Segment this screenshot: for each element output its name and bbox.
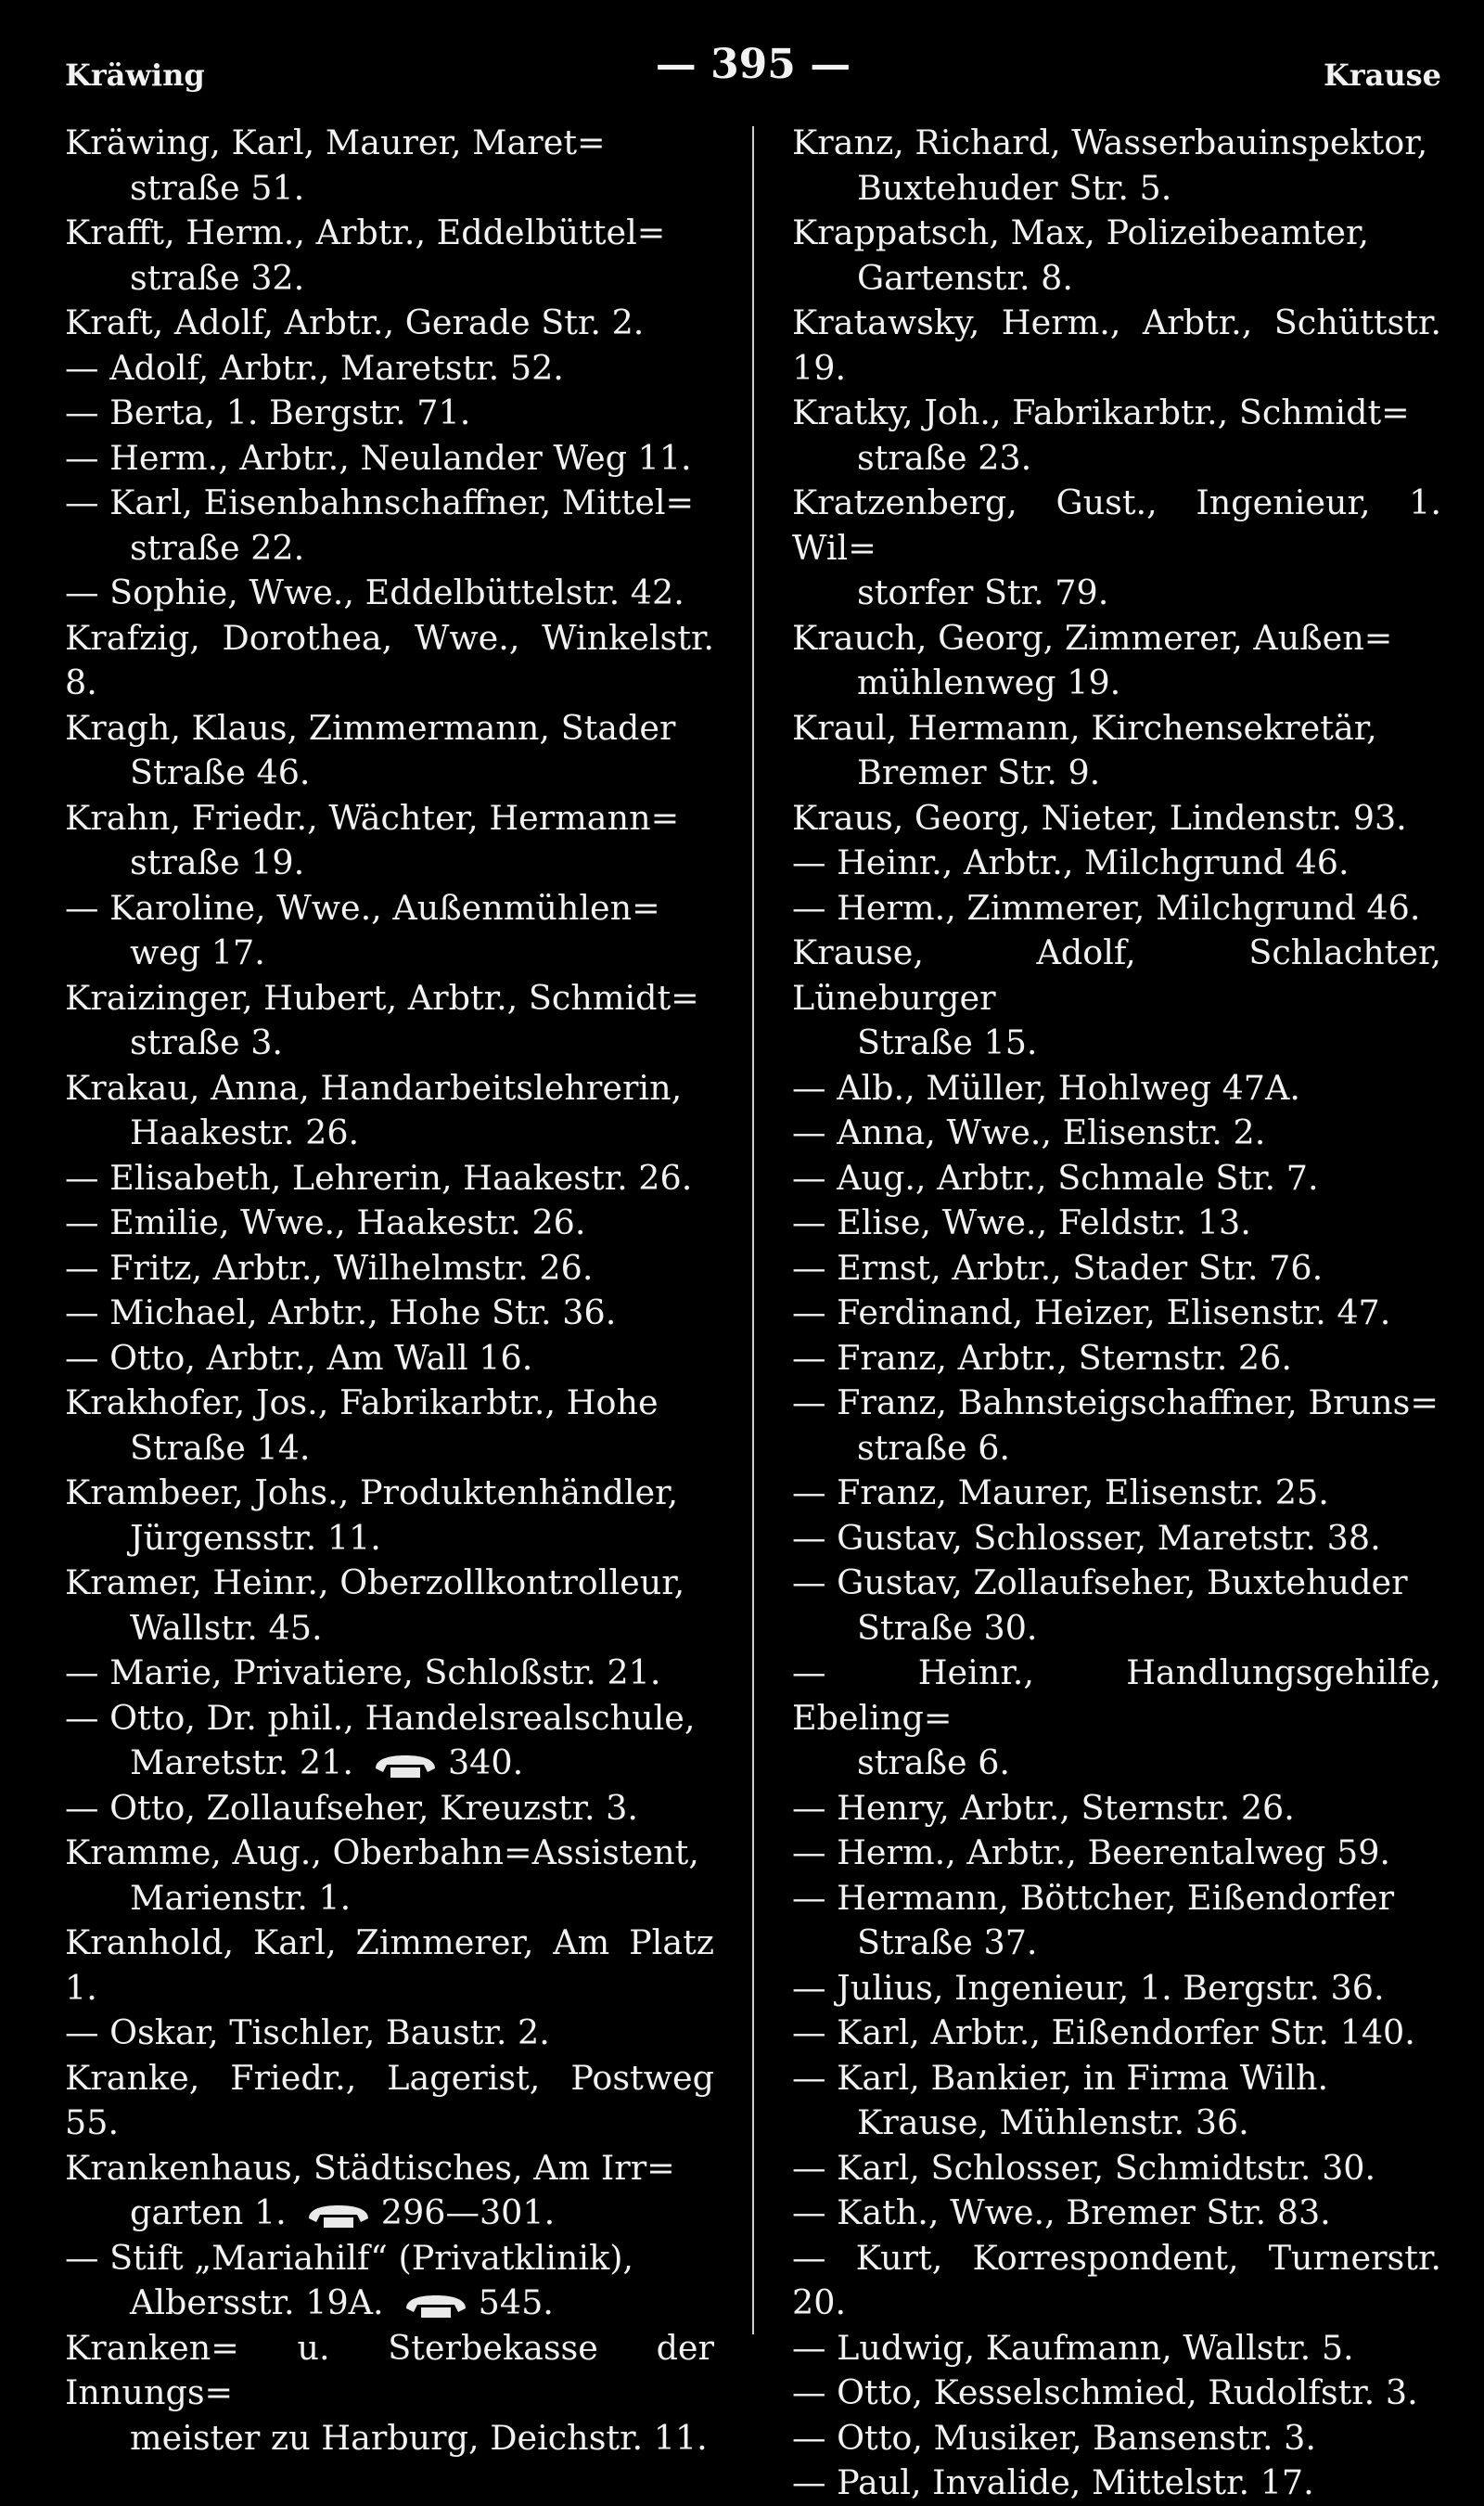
phone-number: 296—301. <box>380 2192 556 2232</box>
entry-line: Kramer, Heinr., Oberzollkontrolleur, <box>65 1562 685 1602</box>
entry-line: — Karl, Arbtr., Eißendorfer Str. 140. <box>792 2012 1415 2052</box>
directory-entry <box>792 2371 1441 2416</box>
header-first-name: Kräwing <box>65 58 205 93</box>
directory-entry <box>792 1786 1441 1831</box>
directory-entry <box>792 2056 1441 2146</box>
entry-address: garten 1. <box>130 2192 287 2232</box>
entry-continuation <box>65 166 714 212</box>
directory-entry <box>792 1246 1441 1292</box>
directory-entry <box>792 1516 1441 1561</box>
entry-continuation <box>792 1921 1441 1966</box>
entry-address: Jürgensstr. 11. <box>130 1517 381 1558</box>
entry-address: meister zu Harburg, Deichstr. 11. <box>130 2417 708 2458</box>
directory-entry <box>792 1651 1441 1786</box>
directory-entry <box>792 2146 1441 2191</box>
entry-line: — Aug., Arbtr., Schmale Str. 7. <box>792 1157 1319 1198</box>
directory-entry <box>65 1561 714 1651</box>
directory-entry <box>65 886 714 976</box>
entry-line: Kraft, Adolf, Arbtr., Gerade Str. 2. <box>65 302 645 342</box>
directory-entry <box>65 211 714 301</box>
entry-continuation <box>65 931 714 976</box>
entry-continuation <box>792 2101 1441 2146</box>
entry-line: — Ludwig, Kaufmann, Wallstr. 5. <box>792 2327 1354 2368</box>
entry-address: straße 3. <box>130 1022 284 1062</box>
directory-entry <box>792 301 1441 391</box>
entry-line: — Karoline, Wwe., Außenmühlen= <box>65 887 660 928</box>
entry-continuation <box>792 256 1441 302</box>
entry-line: — Ferdinand, Heizer, Elisenstr. 47. <box>792 1292 1391 1332</box>
entry-continuation <box>792 661 1441 706</box>
directory-entry <box>65 1651 714 1696</box>
entry-continuation <box>65 2281 714 2326</box>
entry-address: straße 6. <box>857 1742 1011 1782</box>
directory-entry <box>65 976 714 1066</box>
directory-entry <box>65 1066 714 1156</box>
directory-entry <box>792 1381 1441 1471</box>
entry-line: Krakhofer, Jos., Fabrikarbtr., Hohe <box>65 1382 659 1422</box>
directory-entry <box>792 391 1441 481</box>
entry-continuation <box>65 1606 714 1651</box>
directory-entry <box>65 1831 714 1921</box>
entry-line: — Karl, Eisenbahnschaffner, Mittel= <box>65 482 695 522</box>
entry-line: — Henry, Arbtr., Sternstr. 26. <box>792 1787 1295 1828</box>
entry-address: Krause, Mühlenstr. 36. <box>857 2102 1249 2142</box>
entry-line: — Michael, Arbtr., Hohe Str. 36. <box>65 1292 617 1332</box>
entry-address: Straße 30. <box>857 1607 1038 1648</box>
directory-entry <box>65 436 714 482</box>
directory-entry <box>65 616 714 706</box>
entry-continuation <box>65 1426 714 1471</box>
entry-line: — Hermann, Böttcher, Eißendorfer <box>792 1877 1395 1918</box>
page-number: — 395 — <box>655 41 851 88</box>
directory-entry <box>792 1336 1441 1382</box>
entry-address: straße 32. <box>130 257 305 298</box>
entry-line: — Franz, Bahnsteigschaffner, Bruns= <box>792 1382 1439 1422</box>
directory-entry <box>65 706 714 796</box>
entry-line: — Otto, Musiker, Bansenstr. 3. <box>792 2417 1316 2458</box>
directory-entry <box>792 1471 1441 1516</box>
directory-entry <box>792 2416 1441 2461</box>
entry-continuation <box>792 1021 1441 1066</box>
entry-line: — Stift „Mariahilf“ (Privatklinik), <box>65 2237 634 2278</box>
directory-entry <box>792 796 1441 842</box>
entry-line: Kraus, Georg, Nieter, Lindenstr. 93. <box>792 797 1407 838</box>
directory-entry <box>65 2056 714 2146</box>
entry-continuation <box>65 1111 714 1156</box>
entry-continuation <box>65 1021 714 1066</box>
entry-address: straße 6. <box>857 1427 1011 1468</box>
entry-continuation <box>792 571 1441 616</box>
directory-entry <box>792 1966 1441 2011</box>
directory-entry <box>65 1696 714 1786</box>
directory-entry <box>65 121 714 211</box>
entry-line: Krakau, Anna, Handarbeitslehrerin, <box>65 1067 683 1108</box>
directory-entry <box>792 1156 1441 1202</box>
entry-line: — Paul, Invalide, Mittelstr. 17. <box>792 2462 1314 2502</box>
entry-line: — Otto, Zollaufseher, Kreuzstr. 3. <box>65 1787 639 1828</box>
entry-line: — Emilie, Wwe., Haakestr. 26. <box>65 1202 586 1242</box>
header-last-name: Krause <box>1323 58 1441 93</box>
entry-line: — Sophie, Wwe., Eddelbüttelstr. 42. <box>65 572 684 612</box>
entry-address: Wallstr. 45. <box>130 1607 323 1648</box>
entry-continuation <box>65 526 714 572</box>
entry-line: Kratky, Joh., Fabrikarbtr., Schmidt= <box>792 392 1410 432</box>
directory-entry <box>792 121 1441 211</box>
directory-entry <box>792 886 1441 932</box>
directory-entry <box>792 1876 1441 1966</box>
directory-entry <box>65 1921 714 2011</box>
entry-line: Kranhold, Karl, Zimmerer, Am Platz 1. <box>65 1922 714 2008</box>
entry-address: Haakestr. 26. <box>130 1112 360 1152</box>
directory-entry <box>65 391 714 436</box>
entry-line: Krauch, Georg, Zimmerer, Außen= <box>792 617 1393 658</box>
entry-address: straße 22. <box>130 527 305 568</box>
entry-address: Straße 46. <box>130 752 311 792</box>
entry-line: — Kath., Wwe., Bremer Str. 83. <box>792 2192 1331 2232</box>
directory-entry <box>792 1561 1441 1651</box>
entry-address: Maretstr. 21. <box>130 1742 353 1782</box>
entry-line: Kramme, Aug., Oberbahn=Assistent, <box>65 1832 699 1872</box>
telephone-icon <box>372 1752 439 1780</box>
directory-entry <box>65 1381 714 1471</box>
directory-entry <box>65 1246 714 1292</box>
directory-entry <box>65 1291 714 1336</box>
entry-line: — Adolf, Arbtr., Maretstr. 52. <box>65 347 564 388</box>
entry-line: — Ernst, Arbtr., Stader Str. 76. <box>792 1247 1324 1288</box>
directory-entry <box>65 481 714 571</box>
directory-entry <box>792 2236 1441 2326</box>
entry-line: — Herm., Arbtr., Beerentalweg 59. <box>792 1832 1391 1872</box>
directory-entry <box>792 931 1441 1066</box>
entry-line: Kranke, Friedr., Lagerist, Postweg 55. <box>65 2057 714 2142</box>
entry-continuation <box>792 1426 1441 1471</box>
directory-entry <box>792 616 1441 706</box>
right-column <box>792 121 1441 2506</box>
entry-address: Buxtehuder Str. 5. <box>857 167 1172 208</box>
entry-continuation <box>792 166 1441 212</box>
directory-entry <box>65 2326 714 2461</box>
entry-continuation <box>65 2191 714 2236</box>
left-column <box>65 121 714 2506</box>
entry-line: Kranken= u. Sterbekasse der Innungs= <box>65 2327 714 2412</box>
entry-address: Marienstr. 1. <box>130 1877 352 1918</box>
entry-line: — Gustav, Schlosser, Maretstr. 38. <box>792 1517 1381 1558</box>
entry-line: — Berta, 1. Bergstr. 71. <box>65 392 471 432</box>
entry-continuation <box>65 751 714 796</box>
entry-line: — Julius, Ingenieur, 1. Bergstr. 36. <box>792 1967 1385 2008</box>
entry-address: mühlenweg 19. <box>857 662 1121 702</box>
entry-address: straße 23. <box>857 437 1032 478</box>
directory-entry <box>65 2011 714 2056</box>
entry-line: — Heinr., Handlungsgehilfe, Ebeling= <box>792 1652 1441 1738</box>
directory-entry <box>65 1201 714 1246</box>
directory-entry <box>792 1831 1441 1876</box>
entry-address: Straße 37. <box>857 1922 1038 1962</box>
directory-entry <box>792 1201 1441 1246</box>
entry-address: straße 51. <box>130 167 305 208</box>
column-divider <box>752 126 754 2334</box>
entry-line: — Kurt, Korrespondent, Turnerstr. 20. <box>792 2237 1441 2322</box>
entry-line: Krahn, Friedr., Wächter, Hermann= <box>65 797 680 838</box>
directory-entry <box>792 1066 1441 1112</box>
entry-line: Krambeer, Johs., Produktenhändler, <box>65 1472 679 1512</box>
entry-address: Straße 15. <box>857 1022 1038 1062</box>
entry-line: Krafzig, Dorothea, Wwe., Winkelstr. 8. <box>65 617 714 702</box>
directory-entry <box>65 1156 714 1202</box>
directory-entry <box>65 796 714 886</box>
phone-number: 545. <box>478 2282 554 2322</box>
entry-address: Bremer Str. 9. <box>857 752 1101 792</box>
directory-entry <box>792 841 1441 886</box>
entry-line: — Fritz, Arbtr., Wilhelmstr. 26. <box>65 1247 594 1288</box>
directory-entry <box>792 1111 1441 1156</box>
entry-line: — Karl, Schlosser, Schmidtstr. 30. <box>792 2147 1376 2188</box>
entry-line: — Franz, Maurer, Elisenstr. 25. <box>792 1472 1329 1512</box>
directory-entry <box>65 1786 714 1831</box>
directory-entry <box>792 2191 1441 2236</box>
phone-number: 340. <box>447 1742 524 1782</box>
entry-line: — Herm., Arbtr., Neulander Weg 11. <box>65 437 692 478</box>
entry-continuation <box>792 1741 1441 1786</box>
entry-address: Straße 14. <box>130 1427 311 1468</box>
entry-address: weg 17. <box>130 932 265 972</box>
entry-line: — Otto, Kesselschmied, Rudolfstr. 3. <box>792 2372 1418 2412</box>
entry-line: — Anna, Wwe., Elisenstr. 2. <box>792 1112 1266 1152</box>
entry-address: straße 19. <box>130 842 305 882</box>
entry-line: — Otto, Arbtr., Am Wall 16. <box>65 1337 533 1378</box>
entry-line: — Gustav, Zollaufseher, Buxtehuder <box>792 1562 1408 1602</box>
entry-line: Kragh, Klaus, Zimmermann, Stader <box>65 707 676 748</box>
entry-line: — Elise, Wwe., Feldstr. 13. <box>792 1202 1251 1242</box>
directory-entry <box>792 1291 1441 1336</box>
directory-entry <box>792 481 1441 616</box>
directory-entry <box>65 1471 714 1561</box>
directory-entry <box>65 1336 714 1382</box>
directory-entry <box>792 2011 1441 2056</box>
telephone-icon <box>403 2292 469 2320</box>
entry-continuation <box>65 1876 714 1921</box>
entry-line: — Marie, Privatiere, Schloßstr. 21. <box>65 1652 661 1692</box>
entry-continuation <box>65 1741 714 1786</box>
entry-line: Krause, Adolf, Schlachter, Lüneburger <box>792 932 1441 1018</box>
directory-entry <box>65 2146 714 2236</box>
entry-continuation <box>65 256 714 302</box>
directory-entry <box>792 211 1441 301</box>
entry-line: — Alb., Müller, Hohlweg 47A. <box>792 1067 1300 1108</box>
entry-line: Kranz, Richard, Wasserbauinspektor, <box>792 122 1428 162</box>
entry-line: — Karl, Bankier, in Firma Wilh. <box>792 2057 1329 2098</box>
entry-line: Krankenhaus, Städtisches, Am Irr= <box>65 2147 675 2188</box>
entry-line: Krappatsch, Max, Polizeibeamter, <box>792 212 1369 252</box>
entry-line: Krafft, Herm., Arbtr., Eddelbüttel= <box>65 212 666 252</box>
entry-continuation <box>65 841 714 886</box>
directory-entry <box>792 2461 1441 2506</box>
page-header <box>65 37 1441 121</box>
entry-line: Kraizinger, Hubert, Arbtr., Schmidt= <box>65 977 699 1018</box>
entry-continuation <box>65 1516 714 1561</box>
entry-continuation <box>792 436 1441 482</box>
entry-line: Kratzenberg, Gust., Ingenieur, 1. Wil= <box>792 482 1441 568</box>
entry-continuation <box>65 2416 714 2461</box>
entry-line: — Elisabeth, Lehrerin, Haakestr. 26. <box>65 1157 693 1198</box>
directory-entry <box>792 706 1441 796</box>
entry-line: Kräwing, Karl, Maurer, Maret= <box>65 122 606 162</box>
entry-address: storfer Str. 79. <box>857 572 1109 612</box>
directory-entry <box>65 571 714 616</box>
entry-line: — Franz, Arbtr., Sternstr. 26. <box>792 1337 1292 1378</box>
entry-continuation <box>792 1606 1441 1651</box>
directory-entry <box>65 346 714 392</box>
entry-line: — Herm., Zimmerer, Milchgrund 46. <box>792 887 1421 928</box>
entry-continuation <box>792 751 1441 796</box>
directory-entry <box>792 2326 1441 2371</box>
entry-line: Kraul, Hermann, Kirchensekretär, <box>792 707 1377 748</box>
directory-entry <box>65 301 714 346</box>
entry-address: Gartenstr. 8. <box>857 257 1074 298</box>
entry-address: Albersstr. 19A. <box>130 2282 384 2322</box>
directory-columns <box>65 121 1441 2506</box>
entry-line: — Oskar, Tischler, Baustr. 2. <box>65 2012 550 2052</box>
entry-line: — Heinr., Arbtr., Milchgrund 46. <box>792 842 1350 882</box>
entry-line: — Otto, Dr. phil., Handelsrealschule, <box>65 1697 696 1738</box>
directory-entry <box>65 2236 714 2326</box>
entry-line: Kratawsky, Herm., Arbtr., Schüttstr. 19. <box>792 302 1441 388</box>
telephone-icon <box>305 2202 372 2230</box>
